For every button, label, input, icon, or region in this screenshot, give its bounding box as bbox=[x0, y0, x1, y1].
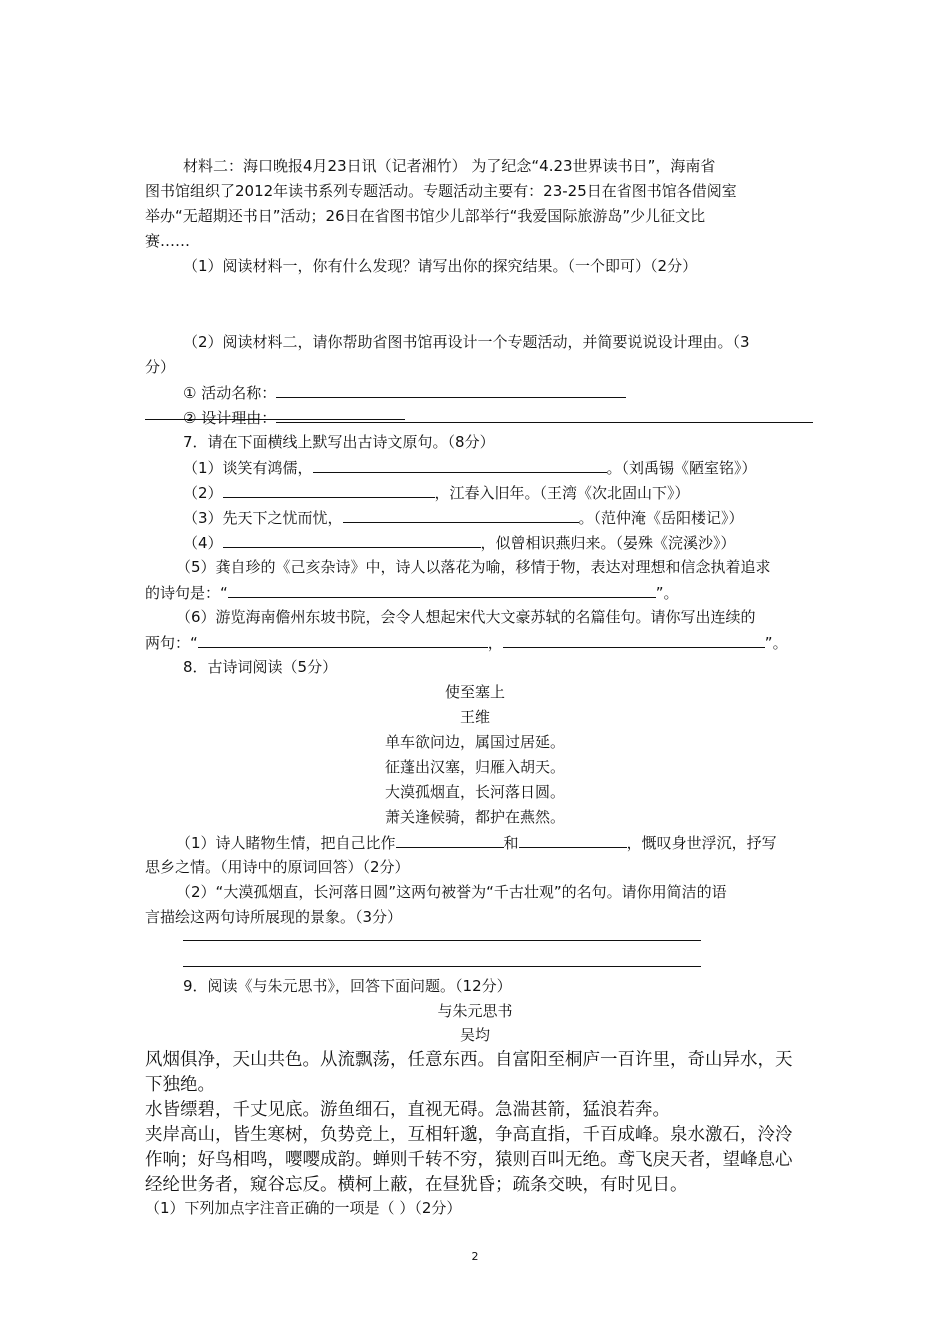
q7-item2 bbox=[183, 482, 690, 503]
q6-part1: （1）阅读材料一，你有什么发现？请写出你的探究结果。（一个即可）（2分） bbox=[183, 257, 698, 275]
q7-item5-close: ”。 bbox=[655, 584, 679, 602]
q6-part2-line2: 分） bbox=[145, 358, 176, 376]
q7-item3-prompt: （3）先天下之忧而忧， bbox=[183, 509, 343, 527]
q7-item6-prompt: 两句：“ bbox=[145, 634, 198, 652]
q7-item5-prompt: 的诗句是：“ bbox=[145, 584, 228, 602]
design-reason-blank-continued[interactable] bbox=[145, 419, 405, 420]
q8-answer-line-2[interactable] bbox=[183, 966, 701, 967]
q8-answer-line-1[interactable] bbox=[183, 940, 701, 941]
q7-item1 bbox=[183, 457, 757, 478]
q7-item3-blank[interactable] bbox=[343, 507, 579, 523]
q7-item5-line2 bbox=[145, 582, 679, 603]
design-reason-blank[interactable] bbox=[276, 407, 813, 423]
text-para3-line1: 夹岸高山，皆生寒树，负势竞上，互相轩邈，争高直指，千百成峰。泉水激石，泠泠 bbox=[145, 1125, 793, 1145]
q8-sub2-line1: （2）“大漠孤烟直，长河落日圆”这两句被誉为“千古壮观”的名句。请你用简洁的语 bbox=[176, 883, 727, 901]
q7-item3-source: 。（范仲淹《岳阳楼记》） bbox=[578, 509, 744, 527]
q7-item4-source: ，似曾相识燕归来。（晏殊《浣溪沙》） bbox=[480, 534, 736, 552]
poem-line: 大漠孤烟直，长河落日圆。 bbox=[384, 783, 565, 801]
q7-item5-line1: （5）龚自珍的《己亥杂诗》中，诗人以落花为喻，移情于物，表达对理想和信念执着追求 bbox=[176, 558, 771, 576]
page-number: 2 bbox=[471, 1250, 479, 1263]
q6-part2-line1: （2）阅读材料二，请你帮助省图书馆再设计一个专题活动，并简要说说设计理由。（3 bbox=[183, 333, 750, 351]
q7-item4-blank[interactable] bbox=[223, 532, 481, 548]
activity-name-field[interactable] bbox=[183, 382, 626, 403]
poem-title: 使至塞上 bbox=[444, 683, 505, 701]
material2-line4: 赛…… bbox=[145, 232, 191, 250]
q7-item2-source: ，江春入旧年。（王湾《次北固山下》） bbox=[434, 484, 690, 502]
q8-sub1-blank-b[interactable] bbox=[519, 832, 627, 848]
q8-sub1-and: 和 bbox=[503, 834, 519, 852]
text-para1-line2: 下独绝。 bbox=[145, 1075, 215, 1095]
poem-author: 王维 bbox=[459, 708, 490, 726]
text-para1-line1: 风烟俱净，天山共色。从流飘荡，任意东西。自富阳至桐庐一百许里，奇山异水，天 bbox=[145, 1050, 793, 1070]
q7-item3 bbox=[183, 507, 744, 528]
q7-item1-prompt: （1）谈笑有鸿儒， bbox=[183, 459, 313, 477]
material2-line2: 图书馆组织了2012年读书系列专题活动。专题活动主要有：23-25日在省图书馆各借阅室 bbox=[145, 182, 737, 200]
q7-item6-blank-a[interactable] bbox=[198, 632, 488, 648]
q7-item1-blank[interactable] bbox=[313, 457, 607, 473]
text-para3-line3: 经纶世务者，窥谷忘反。横柯上蔽，在昼犹昏；疏条交映，有时见日。 bbox=[145, 1175, 688, 1195]
q7-item2-number: （2） bbox=[183, 484, 223, 502]
q7-item6-comma: ， bbox=[487, 634, 503, 652]
text-title: 与朱元思书 bbox=[437, 1002, 513, 1020]
q7-item6-close: ”。 bbox=[764, 634, 788, 652]
q7-item4 bbox=[183, 532, 736, 553]
text-author: 吴均 bbox=[459, 1026, 490, 1044]
q7-item6-blank-b[interactable] bbox=[503, 632, 765, 648]
q8-title: 8．古诗词阅读（5分） bbox=[183, 658, 338, 676]
q7-item6-line1: （6）游览海南儋州东坡书院，会令人想起宋代大文豪苏轼的名篇佳句。请你写出连续的 bbox=[176, 608, 756, 626]
q8-sub1-line1 bbox=[176, 832, 777, 853]
text-para2: 水皆缥碧，千丈见底。游鱼细石，直视无碍。急湍甚箭，猛浪若奔。 bbox=[145, 1100, 670, 1120]
q8-sub1-line2: 思乡之情。（用诗中的原词回答）（2分） bbox=[145, 858, 410, 876]
activity-name-blank[interactable] bbox=[276, 382, 626, 398]
q7-item1-source: 。（刘禹锡《陋室铭》） bbox=[606, 459, 757, 477]
material2-line1: 材料二：海口晚报4月23日讯（记者湘竹） 为了纪念“4.23世界读书日”，海南省 bbox=[183, 157, 716, 175]
poem-line: 萧关逢候骑，都护在燕然。 bbox=[384, 808, 565, 826]
q9-sub1: （1）下列加点字注音正确的一项是（ ）（2分） bbox=[145, 1199, 462, 1217]
q8-sub1-blank-a[interactable] bbox=[396, 832, 504, 848]
q7-item4-number: （4） bbox=[183, 534, 223, 552]
q7-item5-blank[interactable] bbox=[228, 582, 656, 598]
design-reason-label: ② 设计理由： bbox=[183, 409, 277, 427]
q8-sub1-tail: ，慨叹身世浮沉，抒写 bbox=[626, 834, 777, 852]
q7-item2-blank[interactable] bbox=[223, 482, 435, 498]
poem-line: 单车欲问边，属国过居延。 bbox=[384, 733, 565, 751]
poem-line: 征蓬出汉塞，归雁入胡天。 bbox=[384, 758, 565, 776]
text-para3-line2: 作响；好鸟相鸣，嘤嘤成韵。蝉则千转不穷，猿则百叫无绝。鸢飞戾天者，望峰息心 bbox=[145, 1150, 793, 1170]
design-reason-field[interactable] bbox=[183, 407, 813, 428]
q8-sub2-line2: 言描绘这两句诗所展现的景象。（3分） bbox=[145, 908, 403, 926]
q8-sub1-prompt: （1）诗人睹物生情，把自己比作 bbox=[176, 834, 396, 852]
q9-title: 9．阅读《与朱元思书》，回答下面问题。（12分） bbox=[183, 977, 512, 995]
q7-item6-line2 bbox=[145, 632, 788, 653]
q7-title: 7．请在下面横线上默写出古诗文原句。（8分） bbox=[183, 433, 495, 451]
material2-line3: 举办“无超期还书日”活动；26日在省图书馆少儿部举行“我爱国际旅游岛”少儿征文比 bbox=[145, 207, 706, 225]
activity-name-label: ① 活动名称： bbox=[183, 384, 277, 402]
